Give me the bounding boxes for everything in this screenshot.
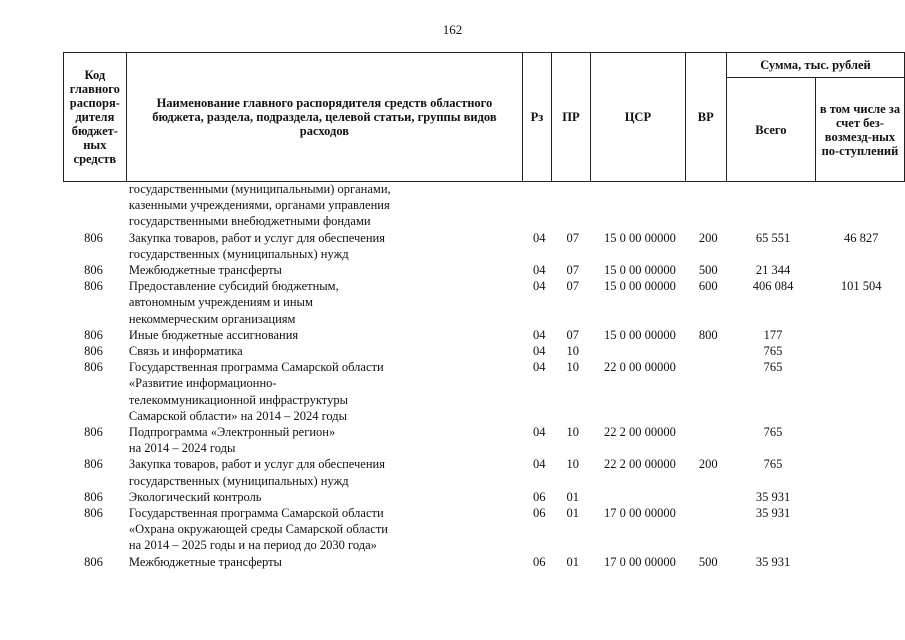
name-line: Государственная программа Самарской области — [128, 360, 384, 375]
total-cell: 765 — [763, 457, 783, 472]
header-sum: Сумма, тыс. рублей — [726, 53, 904, 78]
incl-cell — [817, 359, 905, 424]
code-cell: 806 — [84, 554, 103, 569]
pr-cell — [553, 181, 592, 230]
pr-cell: 07 — [566, 230, 579, 245]
code-cell: 806 — [84, 263, 103, 278]
name-cell — [124, 181, 525, 230]
name-line: некоммерческим организациям — [128, 311, 296, 326]
name-line: автономным учреждениям и иным — [128, 295, 313, 310]
code-cell: 806 — [84, 327, 103, 342]
header-vr: ВР — [685, 53, 726, 182]
table-row — [63, 554, 905, 570]
total-cell — [729, 181, 818, 230]
name-cell — [124, 424, 525, 456]
name-cell — [124, 489, 525, 505]
vr-cell — [688, 424, 729, 456]
rz-cell: 06 — [533, 554, 546, 569]
code-cell: 806 — [84, 230, 103, 245]
total-cell: 765 — [763, 344, 783, 359]
table-row — [63, 230, 905, 262]
name-line: государственными внебюджетными фондами — [128, 214, 371, 229]
pr-cell: 10 — [566, 425, 579, 440]
name-cell — [124, 505, 525, 554]
rz-cell: 06 — [533, 506, 546, 521]
pr-cell: 10 — [566, 344, 579, 359]
code-cell — [63, 181, 124, 230]
vr-cell — [688, 181, 729, 230]
total-cell: 177 — [763, 327, 783, 342]
name-line: Подпрограмма «Электронный регион» — [128, 425, 336, 440]
name-line: Закупка товаров, работ и услуг для обеспечения — [128, 230, 385, 245]
pr-cell: 10 — [566, 457, 579, 472]
table-row — [63, 343, 905, 359]
name-line: Предоставление субсидий бюджетным, — [128, 279, 339, 294]
total-cell: 35 931 — [755, 506, 791, 521]
name-line: Связь и информатика — [128, 344, 243, 359]
incl-cell — [817, 554, 905, 570]
incl-cell: 101 504 — [840, 279, 882, 294]
rz-cell: 04 — [533, 327, 546, 342]
code-cell: 806 — [84, 360, 103, 375]
vr-cell: 800 — [698, 327, 718, 342]
csr-cell: 22 0 00 00000 — [604, 360, 676, 375]
name-line: государственных (муниципальных) нужд — [128, 473, 349, 488]
table-row — [63, 505, 905, 554]
table-row — [63, 262, 905, 278]
incl-cell — [817, 327, 905, 343]
header-pr: ПР — [551, 53, 590, 182]
rz-cell: 04 — [533, 344, 546, 359]
name-cell — [124, 327, 525, 343]
code-cell: 806 — [84, 489, 103, 504]
header-total: Всего — [726, 78, 815, 182]
table-row — [63, 327, 905, 343]
rz-cell: 04 — [533, 279, 546, 294]
pr-cell: 01 — [566, 506, 579, 521]
pr-cell: 01 — [566, 489, 579, 504]
vr-cell — [688, 359, 729, 424]
name-line: Закупка товаров, работ и услуг для обеспечения — [128, 457, 385, 472]
vr-cell: 500 — [698, 263, 718, 278]
csr-cell: 15 0 00 00000 — [604, 279, 676, 294]
incl-cell — [817, 343, 905, 359]
header-incl: в том числе за счет без-возмезд-ных по-ступлений — [815, 78, 904, 182]
rz-cell: 04 — [533, 425, 546, 440]
header-csr: ЦСР — [591, 53, 686, 182]
rz-cell: 04 — [533, 457, 546, 472]
name-line: Экологический контроль — [128, 489, 262, 504]
total-cell: 21 344 — [755, 263, 791, 278]
code-cell: 806 — [84, 506, 103, 521]
csr-cell: 15 0 00 00000 — [604, 263, 676, 278]
header-rz: Рз — [523, 53, 552, 182]
name-line: Самарской области» на 2014 – 2024 годы — [128, 408, 348, 423]
table-row — [63, 278, 905, 327]
csr-cell: 22 2 00 00000 — [604, 425, 676, 440]
name-line: телекоммуникационной инфраструктуры — [128, 392, 348, 407]
vr-cell: 500 — [698, 554, 718, 569]
table-header — [63, 52, 905, 182]
pr-cell: 07 — [566, 263, 579, 278]
rz-cell: 04 — [533, 360, 546, 375]
total-cell: 35 931 — [755, 554, 791, 569]
incl-cell — [817, 489, 905, 505]
header-code: Код главного распоря-дителя бюджет-ных средств — [64, 53, 127, 182]
name-cell — [124, 343, 525, 359]
name-cell — [124, 230, 525, 262]
name-cell — [124, 278, 525, 327]
name-line: на 2014 – 2025 годы и на период до 2030 года» — [128, 538, 377, 553]
name-line: «Развитие информационно- — [128, 376, 277, 391]
csr-cell — [592, 343, 688, 359]
table-body — [63, 181, 905, 570]
name-line: Иные бюджетные ассигнования — [128, 327, 299, 342]
pr-cell: 01 — [566, 554, 579, 569]
name-cell — [124, 262, 525, 278]
incl-cell: 46 827 — [843, 230, 879, 245]
vr-cell: 600 — [698, 279, 718, 294]
name-line: Межбюджетные трансферты — [128, 554, 282, 569]
csr-cell — [592, 489, 688, 505]
page-number: 162 — [442, 22, 463, 37]
incl-cell — [817, 424, 905, 456]
vr-cell — [688, 489, 729, 505]
table-row — [63, 456, 905, 488]
name-line: казенными учреждениями, органами управления — [128, 198, 390, 213]
name-line: государственных (муниципальных) нужд — [128, 246, 349, 261]
vr-cell — [688, 343, 729, 359]
csr-cell: 17 0 00 00000 — [604, 506, 676, 521]
csr-cell: 22 2 00 00000 — [604, 457, 676, 472]
table-row — [63, 489, 905, 505]
table-row — [63, 424, 905, 456]
incl-cell — [817, 262, 905, 278]
code-cell: 806 — [84, 457, 103, 472]
rz-cell: 04 — [533, 230, 546, 245]
name-line: Государственная программа Самарской области — [128, 506, 384, 521]
vr-cell — [688, 505, 729, 554]
total-cell: 765 — [763, 360, 783, 375]
vr-cell: 200 — [698, 457, 718, 472]
rz-cell: 06 — [533, 489, 546, 504]
code-cell: 806 — [84, 279, 103, 294]
name-line: государственными (муниципальными) органами, — [128, 182, 391, 196]
code-cell: 806 — [84, 425, 103, 440]
code-cell: 806 — [84, 344, 103, 359]
csr-cell — [592, 181, 688, 230]
csr-cell: 15 0 00 00000 — [604, 327, 676, 342]
pr-cell: 07 — [566, 327, 579, 342]
total-cell: 65 551 — [755, 230, 791, 245]
incl-cell — [817, 505, 905, 554]
name-cell — [124, 359, 525, 424]
csr-cell: 15 0 00 00000 — [604, 230, 676, 245]
total-cell: 406 084 — [752, 279, 794, 294]
rz-cell — [525, 181, 553, 230]
incl-cell — [817, 181, 905, 230]
vr-cell: 200 — [698, 230, 718, 245]
csr-cell: 17 0 00 00000 — [604, 554, 676, 569]
name-line: Межбюджетные трансферты — [128, 263, 282, 278]
table-row — [63, 359, 905, 424]
table-row — [63, 181, 905, 230]
pr-cell: 10 — [566, 360, 579, 375]
total-cell: 35 931 — [755, 489, 791, 504]
name-cell — [124, 456, 525, 488]
header-name: Наименование главного распорядителя средств областного бюджета, раздела, подраздела, целевой статьи, группы видов расходов — [126, 53, 522, 182]
pr-cell: 07 — [566, 279, 579, 294]
incl-cell — [817, 456, 905, 488]
name-line: «Охрана окружающей среды Самарской области — [128, 522, 388, 537]
name-line: на 2014 – 2024 годы — [128, 441, 236, 456]
name-cell — [124, 554, 525, 570]
rz-cell: 04 — [533, 263, 546, 278]
total-cell: 765 — [763, 425, 783, 440]
